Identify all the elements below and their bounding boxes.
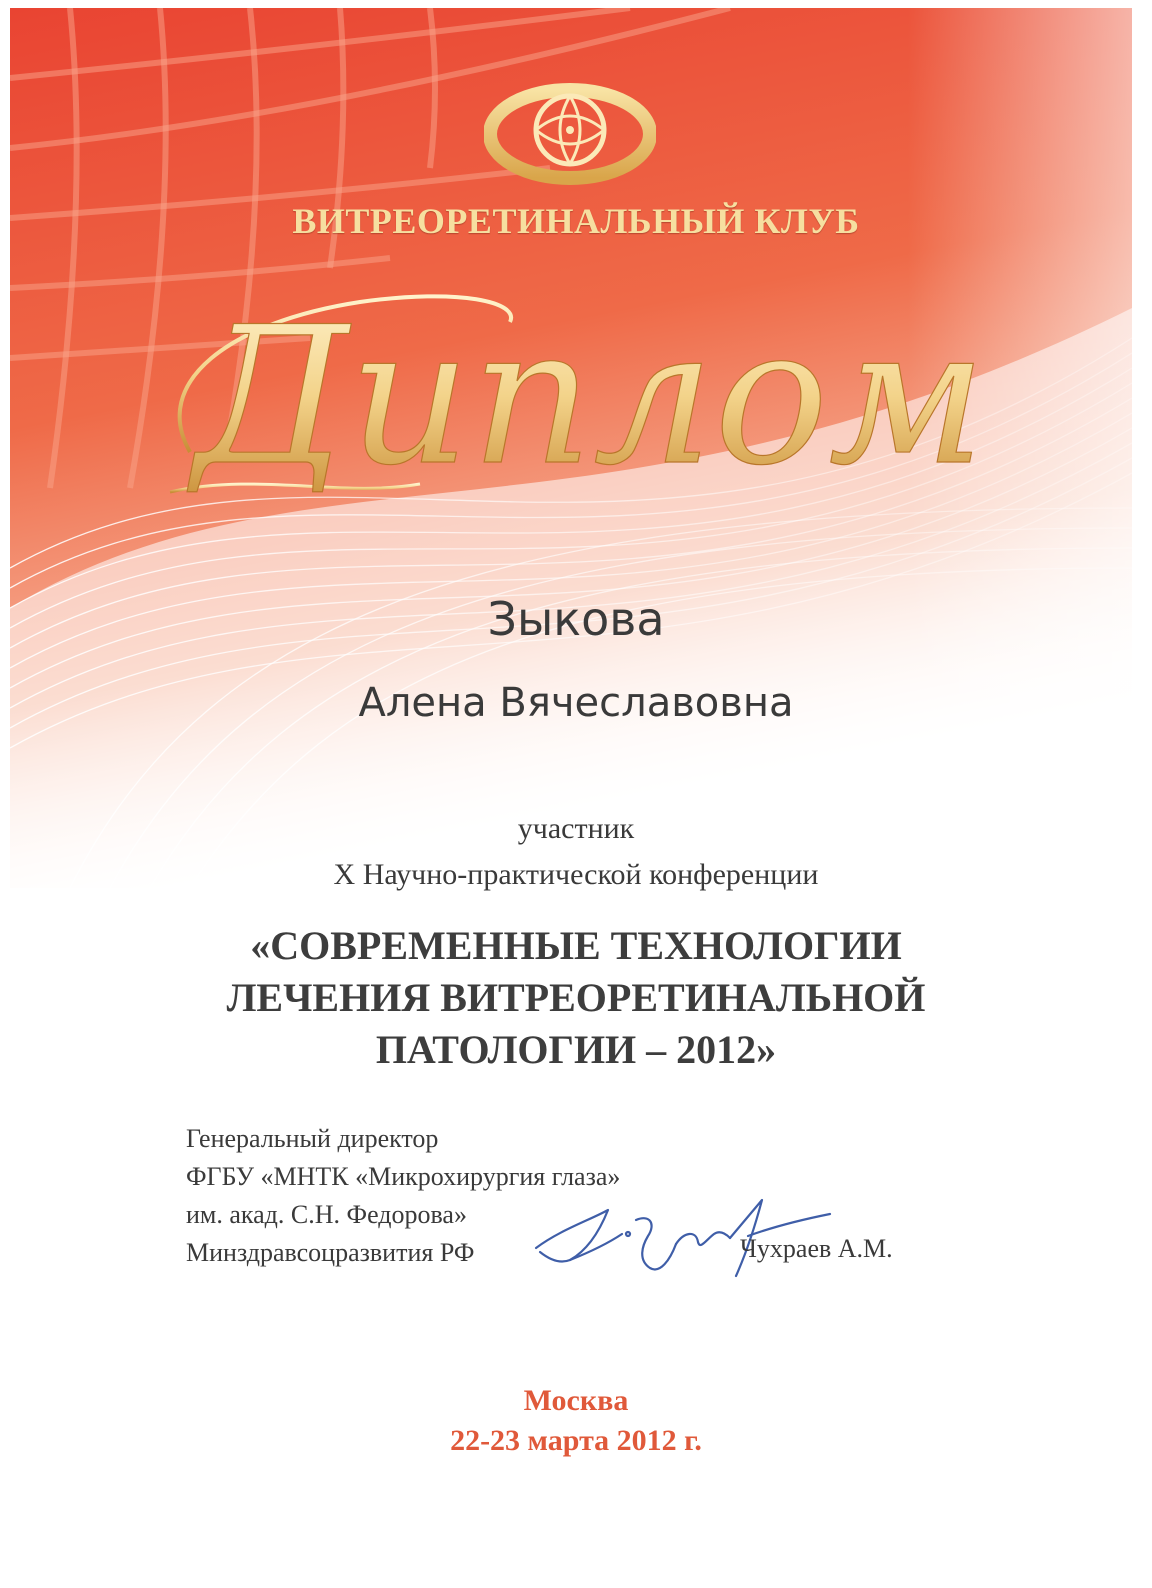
conference-title (0, 920, 1152, 1076)
participant-role: участник (517, 812, 635, 845)
recipient-given-names: Алена Вячеславовна (358, 680, 794, 726)
event-dates: 22-23 марта 2012 г. (450, 1424, 702, 1457)
diploma-title-text: Диплом (193, 286, 987, 507)
signatory-line: им. акад. С.Н. Федорова» (186, 1200, 467, 1229)
conference-title-line: «СОВРЕМЕННЫЕ ТЕХНОЛОГИИ (250, 923, 902, 968)
eye-logo-icon (484, 82, 656, 186)
signatory-line: Генеральный директор (186, 1124, 439, 1153)
signatory-line: Минздравсоцразвития РФ (186, 1238, 475, 1267)
club-name: ВИТРЕОРЕТИНАЛЬНЫЙ КЛУБ (292, 201, 860, 241)
recipient-surname: Зыкова (487, 592, 665, 646)
conference-title-line: ПАТОЛОГИИ – 2012» (375, 1027, 777, 1072)
signatory-name: Чухраев А.М. (740, 1234, 893, 1263)
signatory-line: ФГБУ «МНТК «Микрохирургия глаза» (186, 1162, 621, 1191)
conference-title-line: ЛЕЧЕНИЯ ВИТРЕОРЕТИНАЛЬНОЙ (226, 975, 926, 1020)
conference-name: X Научно-практической конференции (333, 858, 819, 891)
event-city: Москва (523, 1384, 629, 1417)
diploma-title (0, 262, 1152, 522)
